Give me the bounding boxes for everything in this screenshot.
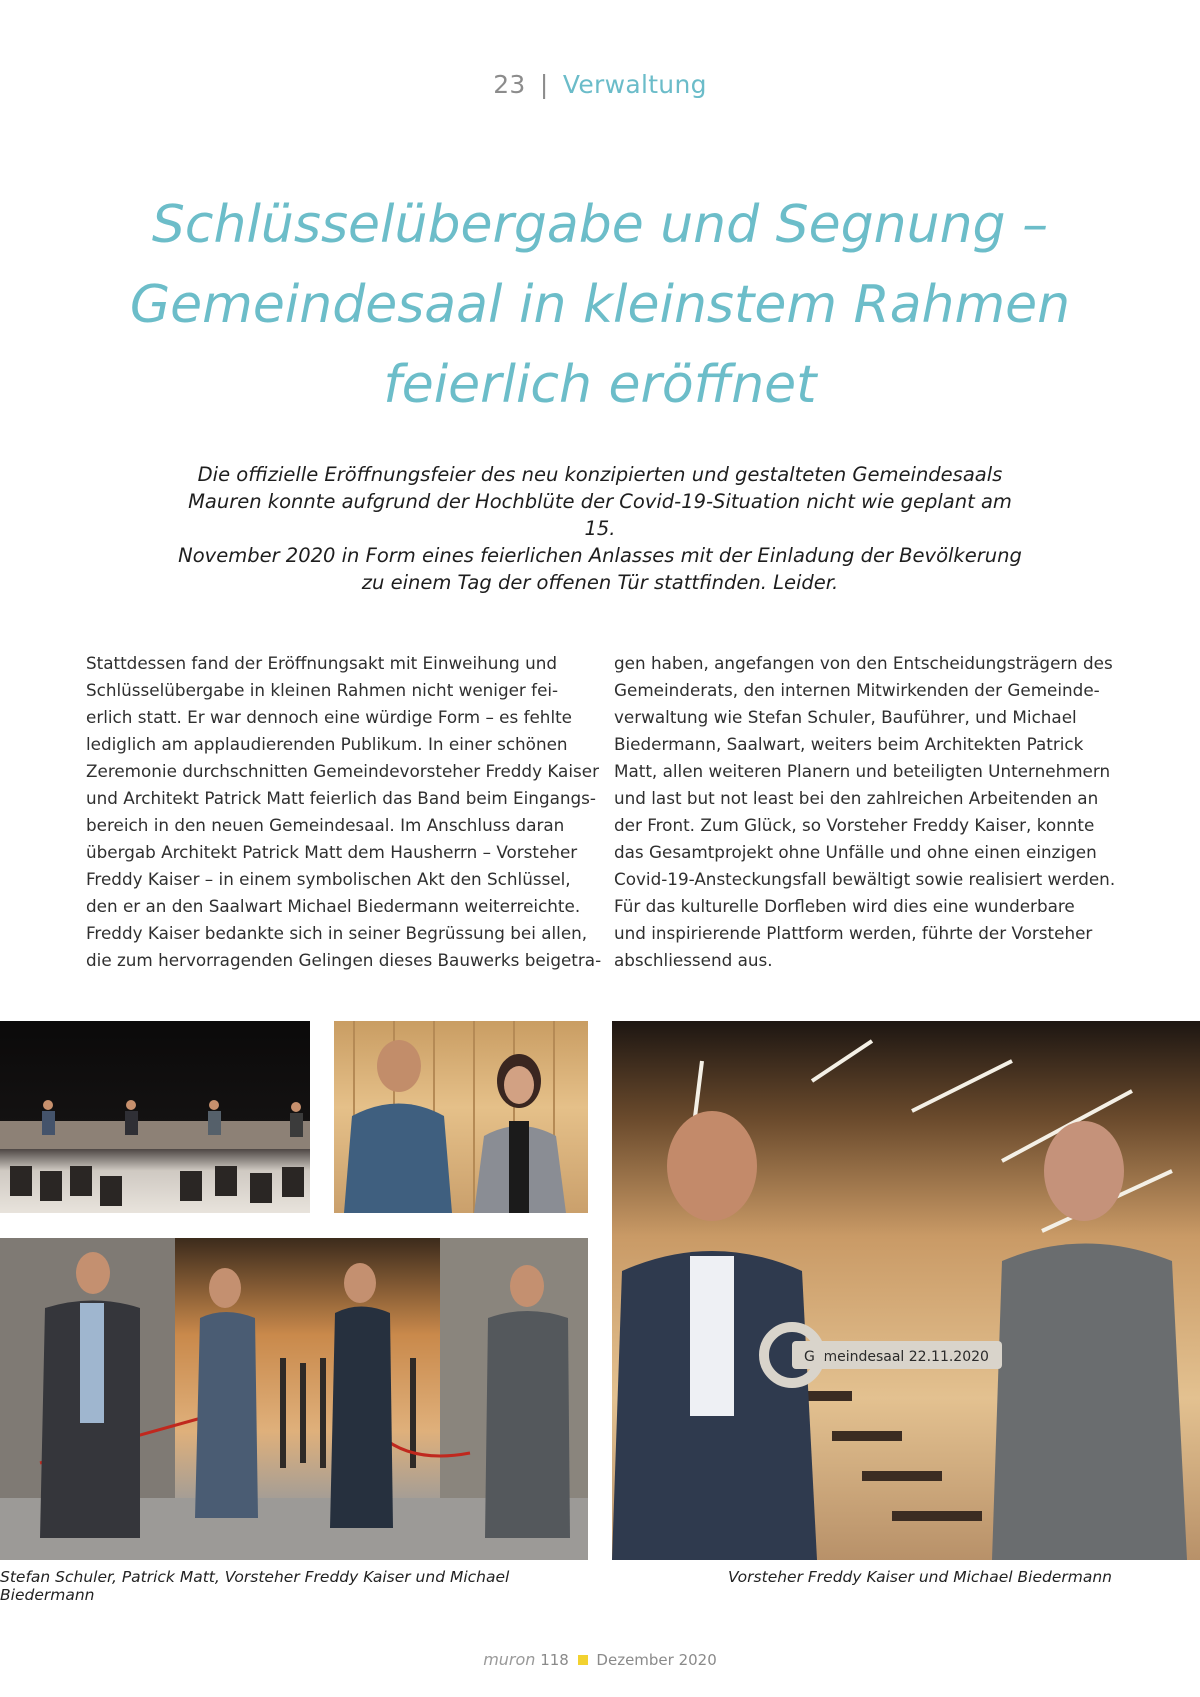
- body-line: und Architekt Patrick Matt feierlich das Band beim Eingangs-: [86, 788, 596, 808]
- issue-date: Dezember 2020: [596, 1651, 717, 1669]
- body-line: Matt, allen weiteren Planern und beteiligten Unternehmern: [614, 761, 1111, 781]
- photo-key-illustration: [612, 1021, 1200, 1560]
- body-line: Stattdessen fand der Eröffnungsakt mit Einweihung und: [86, 653, 557, 673]
- photo-ribbon-illustration: [0, 1238, 588, 1560]
- body-line: Freddy Kaiser bedankte sich in seiner Begrüssung bei allen,: [86, 923, 588, 943]
- lead-paragraph: [170, 461, 1030, 596]
- body-column-left: [86, 650, 602, 974]
- body-line: und last but not least bei den zahlreichen Arbeitenden an: [614, 788, 1099, 808]
- title-line: Gemeindesaal in kleinstem Rahmen: [129, 275, 1071, 335]
- body-line: der Front. Zum Glück, so Vorsteher Freddy Kaiser, konnte: [614, 815, 1095, 835]
- body-line: bereich in den neuen Gemeindesaal. Im Anschluss daran: [86, 815, 565, 835]
- body-line: Schlüsselübergabe in kleinen Rahmen nicht weniger fei-: [86, 680, 559, 700]
- body-line: lediglich am applaudierenden Publikum. In einer schönen: [86, 734, 568, 754]
- title-line: feierlich eröffnet: [383, 355, 817, 415]
- caption-right: Vorsteher Freddy Kaiser und Michael Biedermann: [727, 1568, 1112, 1586]
- body-line: den er an den Saalwart Michael Biedermann weiterreichte.: [86, 896, 581, 916]
- body-line: Covid-19-Ansteckungsfall bewältigt sowie realisiert werden.: [614, 869, 1116, 889]
- photo-key-handover: [612, 1021, 1200, 1560]
- header-separator: |: [539, 70, 549, 99]
- body-line: Freddy Kaiser – in einem symbolischen Akt den Schlüssel,: [86, 869, 571, 889]
- body-line: Zeremonie durchschnitten Gemeindevorsteher Freddy Kaiser: [86, 761, 599, 781]
- photo-stage-illustration: [0, 1021, 310, 1213]
- body-line: erlich statt. Er war dennoch eine würdige Form – es fehlte: [86, 707, 573, 727]
- body-line: Biedermann, Saalwart, weiters beim Architekten Patrick: [614, 734, 1084, 754]
- caption-left: Stefan Schuler, Patrick Matt, Vorsteher Freddy Kaiser und Michael Biedermann: [0, 1568, 510, 1604]
- lead-line: Mauren konnte aufgrund der Hochblüte der Covid-19-Situation nicht wie geplant am 15.: [188, 490, 1012, 540]
- body-line: die zum hervorragenden Gelingen dieses Bauwerks beigetra-: [86, 950, 602, 970]
- lead-line: zu einem Tag der offenen Tür stattfinden. Leider.: [361, 571, 839, 594]
- square-icon: [578, 1655, 588, 1665]
- photo-two-people-illustration: [334, 1021, 588, 1213]
- body-line: Für das kulturelle Dorfleben wird dies eine wunderbare: [614, 896, 1075, 916]
- body-line: verwaltung wie Stefan Schuler, Bauführer, und Michael: [614, 707, 1077, 727]
- page-number: 23: [493, 70, 526, 99]
- page-footer: [0, 1650, 1200, 1669]
- title-line: Schlüsselübergabe und Segnung –: [151, 195, 1049, 255]
- body-line: gen haben, angefangen von den Entscheidungsträgern des: [614, 653, 1113, 673]
- body-column-right: [614, 650, 1124, 974]
- section-label: Verwaltung: [562, 70, 707, 99]
- photo-two-people: [334, 1021, 588, 1213]
- photo-ribbon-cutting: [0, 1238, 588, 1560]
- page-header: [0, 70, 1200, 99]
- lead-line: November 2020 in Form eines feierlichen Anlasses mit der Einladung der Bevölkerung: [178, 544, 1022, 567]
- body-line: übergab Architekt Patrick Matt dem Hausherrn – Vorsteher: [86, 842, 578, 862]
- body-line: abschliessend aus.: [614, 950, 773, 970]
- lead-line: Die offizielle Eröffnungsfeier des neu konzipierten und gestalteten Gemeindesaals: [197, 463, 1003, 486]
- body-line: das Gesamtprojekt ohne Unfälle und ohne einen einzigen: [614, 842, 1097, 862]
- article-title: [60, 185, 1140, 425]
- magazine-brand: muron: [483, 1650, 536, 1669]
- key-engraving: Gemeindesaal 22.11.2020: [804, 1349, 989, 1365]
- photo-stage-group: [0, 1021, 310, 1213]
- body-line: und inspirierende Plattform werden, führte der Vorsteher: [614, 923, 1093, 943]
- issue-number: 118: [540, 1651, 569, 1669]
- body-line: Gemeinderats, den internen Mitwirkenden der Gemeinde-: [614, 680, 1100, 700]
